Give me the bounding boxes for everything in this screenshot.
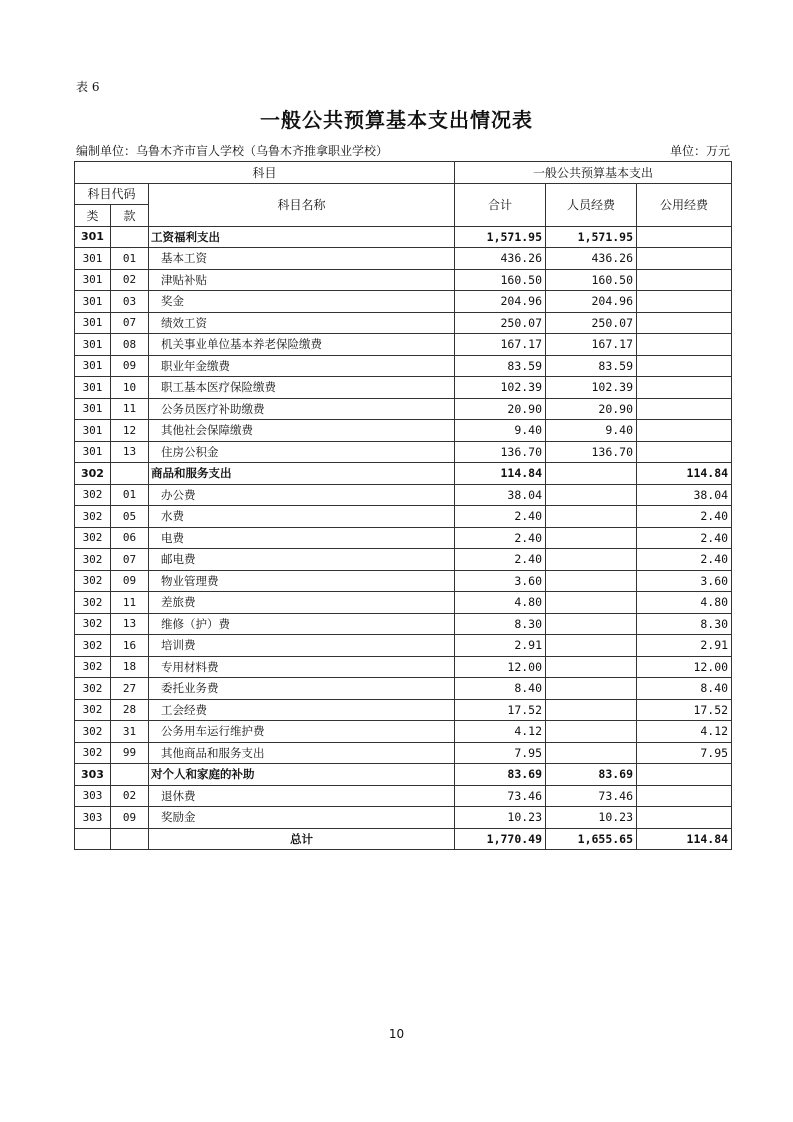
public-amount: 17.52: [637, 699, 732, 721]
table-row: [75, 742, 732, 764]
personnel-amount: [546, 549, 637, 571]
class-code: 301: [75, 291, 111, 313]
table-row: [75, 592, 732, 614]
subject-name: 公务员医疗补助缴费: [149, 398, 455, 420]
public-amount: [637, 398, 732, 420]
subject-name: 职工基本医疗保险缴费: [149, 377, 455, 399]
subject-name: 工资福利支出: [149, 226, 455, 248]
table-row: [75, 269, 732, 291]
total-personnel: 1,655.65: [546, 828, 637, 850]
total-public: 114.84: [637, 828, 732, 850]
item-code: 10: [111, 377, 149, 399]
total-amount: 12.00: [455, 656, 546, 678]
personnel-amount: 1,571.95: [546, 226, 637, 248]
item-code: 08: [111, 334, 149, 356]
public-amount: [637, 312, 732, 334]
item-code: 01: [111, 248, 149, 270]
item-code: 99: [111, 742, 149, 764]
header-class: 类: [75, 205, 111, 227]
table-label: 表 6: [76, 80, 100, 94]
item-code: [111, 463, 149, 485]
class-code: 301: [75, 334, 111, 356]
class-code: 302: [75, 699, 111, 721]
item-code: 06: [111, 527, 149, 549]
total-amount: 167.17: [455, 334, 546, 356]
table-row: [75, 377, 732, 399]
personnel-amount: [546, 678, 637, 700]
meta-row: [76, 142, 730, 159]
total-amount: 136.70: [455, 441, 546, 463]
personnel-amount: 20.90: [546, 398, 637, 420]
table-row: [75, 398, 732, 420]
subject-name: 办公费: [149, 484, 455, 506]
personnel-amount: [546, 484, 637, 506]
public-amount: [637, 269, 732, 291]
item-code: 31: [111, 721, 149, 743]
public-amount: 2.40: [637, 527, 732, 549]
table-row: [75, 613, 732, 635]
class-code: 301: [75, 398, 111, 420]
total-amount: 10.23: [455, 807, 546, 829]
class-code: 302: [75, 463, 111, 485]
total-amount: 2.40: [455, 506, 546, 528]
personnel-amount: [546, 721, 637, 743]
total-amount: 1,571.95: [455, 226, 546, 248]
table-row: [75, 549, 732, 571]
class-code: 301: [75, 248, 111, 270]
table-row: [75, 355, 732, 377]
class-code: 301: [75, 269, 111, 291]
personnel-amount: [546, 699, 637, 721]
public-amount: [637, 334, 732, 356]
table-row: [75, 312, 732, 334]
subject-name: 基本工资: [149, 248, 455, 270]
personnel-amount: 10.23: [546, 807, 637, 829]
personnel-amount: [546, 527, 637, 549]
subject-name: 奖金: [149, 291, 455, 313]
table-row: [75, 506, 732, 528]
public-amount: [637, 248, 732, 270]
item-code: 09: [111, 570, 149, 592]
subject-name: 培训费: [149, 635, 455, 657]
personnel-amount: [546, 463, 637, 485]
class-code: 302: [75, 592, 111, 614]
item-code: 16: [111, 635, 149, 657]
table-row: [75, 291, 732, 313]
public-amount: 8.40: [637, 678, 732, 700]
subject-name: 水费: [149, 506, 455, 528]
table-row: [75, 721, 732, 743]
table-row: [75, 656, 732, 678]
total-amount: 2.40: [455, 527, 546, 549]
item-code: 07: [111, 549, 149, 571]
currency-unit: 单位：万元: [669, 144, 730, 158]
subject-name: 邮电费: [149, 549, 455, 571]
personnel-amount: [546, 506, 637, 528]
public-amount: [637, 441, 732, 463]
public-amount: [637, 764, 732, 786]
class-code: 301: [75, 355, 111, 377]
item-code: 13: [111, 613, 149, 635]
class-code: 301: [75, 312, 111, 334]
total-amount: 114.84: [455, 463, 546, 485]
class-code: 302: [75, 527, 111, 549]
public-amount: 12.00: [637, 656, 732, 678]
table-row: [75, 699, 732, 721]
item-code: 13: [111, 441, 149, 463]
subject-name: 差旅费: [149, 592, 455, 614]
subject-name: 绩效工资: [149, 312, 455, 334]
header-subject: 科目: [75, 162, 455, 184]
public-amount: [637, 226, 732, 248]
subject-name: 职业年金缴费: [149, 355, 455, 377]
subject-name: 专用材料费: [149, 656, 455, 678]
total-total: 1,770.49: [455, 828, 546, 850]
table-row: [75, 635, 732, 657]
item-code: 12: [111, 420, 149, 442]
public-amount: [637, 785, 732, 807]
header-subject-code: 科目代码: [75, 183, 149, 205]
page-title: 一般公共预算基本支出情况表: [260, 108, 533, 132]
subject-name: 物业管理费: [149, 570, 455, 592]
subject-name: 其他商品和服务支出: [149, 742, 455, 764]
subject-name: 工会经费: [149, 699, 455, 721]
table-row: [75, 785, 732, 807]
table-row: [75, 678, 732, 700]
public-amount: 38.04: [637, 484, 732, 506]
expenditure-table: [74, 161, 732, 850]
table-group-row: [75, 463, 732, 485]
personnel-amount: [546, 592, 637, 614]
subject-name: 委托业务费: [149, 678, 455, 700]
class-code: 303: [75, 807, 111, 829]
subject-name: 维修（护）费: [149, 613, 455, 635]
total-amount: 2.40: [455, 549, 546, 571]
subject-name: 电费: [149, 527, 455, 549]
total-amount: 4.80: [455, 592, 546, 614]
public-amount: 2.40: [637, 506, 732, 528]
subject-name: 商品和服务支出: [149, 463, 455, 485]
item-code: 09: [111, 807, 149, 829]
header-total: 合计: [455, 183, 546, 226]
total-class-cell: [75, 828, 111, 850]
header-item: 款: [111, 205, 149, 227]
subject-name: 机关事业单位基本养老保险缴费: [149, 334, 455, 356]
total-amount: 73.46: [455, 785, 546, 807]
subject-name: 津贴补贴: [149, 269, 455, 291]
subject-name: 公务用车运行维护费: [149, 721, 455, 743]
public-amount: [637, 420, 732, 442]
public-amount: 2.40: [637, 549, 732, 571]
table-row: [75, 807, 732, 829]
total-amount: 38.04: [455, 484, 546, 506]
total-amount: 83.69: [455, 764, 546, 786]
total-amount: 160.50: [455, 269, 546, 291]
page-number: 10: [388, 1027, 405, 1041]
table-row: [75, 570, 732, 592]
item-code: 03: [111, 291, 149, 313]
public-amount: 114.84: [637, 463, 732, 485]
class-code: 301: [75, 226, 111, 248]
table-group-row: [75, 226, 732, 248]
personnel-amount: [546, 613, 637, 635]
item-code: 18: [111, 656, 149, 678]
item-code: 27: [111, 678, 149, 700]
item-code: [111, 226, 149, 248]
item-code: 02: [111, 269, 149, 291]
class-code: 302: [75, 613, 111, 635]
total-amount: 250.07: [455, 312, 546, 334]
compiler-unit: 编制单位：乌鲁木齐市盲人学校（乌鲁木齐推拿职业学校）: [76, 144, 389, 158]
item-code: 28: [111, 699, 149, 721]
personnel-amount: 83.59: [546, 355, 637, 377]
personnel-amount: [546, 635, 637, 657]
personnel-amount: [546, 742, 637, 764]
header-personnel: 人员经费: [546, 183, 637, 226]
class-code: 302: [75, 721, 111, 743]
item-code: 02: [111, 785, 149, 807]
subject-name: 住房公积金: [149, 441, 455, 463]
class-code: 301: [75, 420, 111, 442]
table-group-row: [75, 764, 732, 786]
class-code: 301: [75, 441, 111, 463]
total-amount: 2.91: [455, 635, 546, 657]
item-code: [111, 764, 149, 786]
total-amount: 102.39: [455, 377, 546, 399]
class-code: 302: [75, 549, 111, 571]
total-amount: 17.52: [455, 699, 546, 721]
table-row: [75, 527, 732, 549]
personnel-amount: 167.17: [546, 334, 637, 356]
personnel-amount: 83.69: [546, 764, 637, 786]
table-row: [75, 420, 732, 442]
total-item-cell: [111, 828, 149, 850]
subject-name: 其他社会保障缴费: [149, 420, 455, 442]
personnel-amount: 204.96: [546, 291, 637, 313]
subject-name: 对个人和家庭的补助: [149, 764, 455, 786]
total-amount: 7.95: [455, 742, 546, 764]
table-row: [75, 484, 732, 506]
public-amount: 4.80: [637, 592, 732, 614]
public-amount: 7.95: [637, 742, 732, 764]
public-amount: [637, 355, 732, 377]
item-code: 01: [111, 484, 149, 506]
table-row: [75, 248, 732, 270]
total-amount: 20.90: [455, 398, 546, 420]
class-code: 302: [75, 678, 111, 700]
class-code: 302: [75, 635, 111, 657]
personnel-amount: 250.07: [546, 312, 637, 334]
total-amount: 8.30: [455, 613, 546, 635]
header-budget: 一般公共预算基本支出: [455, 162, 732, 184]
personnel-amount: [546, 656, 637, 678]
class-code: 302: [75, 656, 111, 678]
personnel-amount: 136.70: [546, 441, 637, 463]
class-code: 303: [75, 785, 111, 807]
personnel-amount: [546, 570, 637, 592]
class-code: 302: [75, 742, 111, 764]
total-amount: 4.12: [455, 721, 546, 743]
personnel-amount: 436.26: [546, 248, 637, 270]
item-code: 05: [111, 506, 149, 528]
total-label: 总计: [149, 828, 455, 850]
personnel-amount: 160.50: [546, 269, 637, 291]
total-amount: 9.40: [455, 420, 546, 442]
subject-name: 退休费: [149, 785, 455, 807]
class-code: 303: [75, 764, 111, 786]
personnel-amount: 9.40: [546, 420, 637, 442]
public-amount: [637, 291, 732, 313]
personnel-amount: 102.39: [546, 377, 637, 399]
class-code: 301: [75, 377, 111, 399]
public-amount: 3.60: [637, 570, 732, 592]
personnel-amount: 73.46: [546, 785, 637, 807]
total-amount: 204.96: [455, 291, 546, 313]
class-code: 302: [75, 506, 111, 528]
header-public: 公用经费: [637, 183, 732, 226]
item-code: 11: [111, 592, 149, 614]
table-row: [75, 334, 732, 356]
total-amount: 436.26: [455, 248, 546, 270]
total-amount: 3.60: [455, 570, 546, 592]
item-code: 09: [111, 355, 149, 377]
total-amount: 83.59: [455, 355, 546, 377]
total-amount: 8.40: [455, 678, 546, 700]
item-code: 07: [111, 312, 149, 334]
class-code: 302: [75, 570, 111, 592]
table-body: [75, 226, 732, 828]
public-amount: 2.91: [637, 635, 732, 657]
item-code: 11: [111, 398, 149, 420]
public-amount: 4.12: [637, 721, 732, 743]
public-amount: [637, 807, 732, 829]
grand-total-row: [75, 828, 732, 850]
public-amount: 8.30: [637, 613, 732, 635]
class-code: 302: [75, 484, 111, 506]
table-row: [75, 441, 732, 463]
public-amount: [637, 377, 732, 399]
header-subject-name: 科目名称: [149, 183, 455, 226]
subject-name: 奖励金: [149, 807, 455, 829]
